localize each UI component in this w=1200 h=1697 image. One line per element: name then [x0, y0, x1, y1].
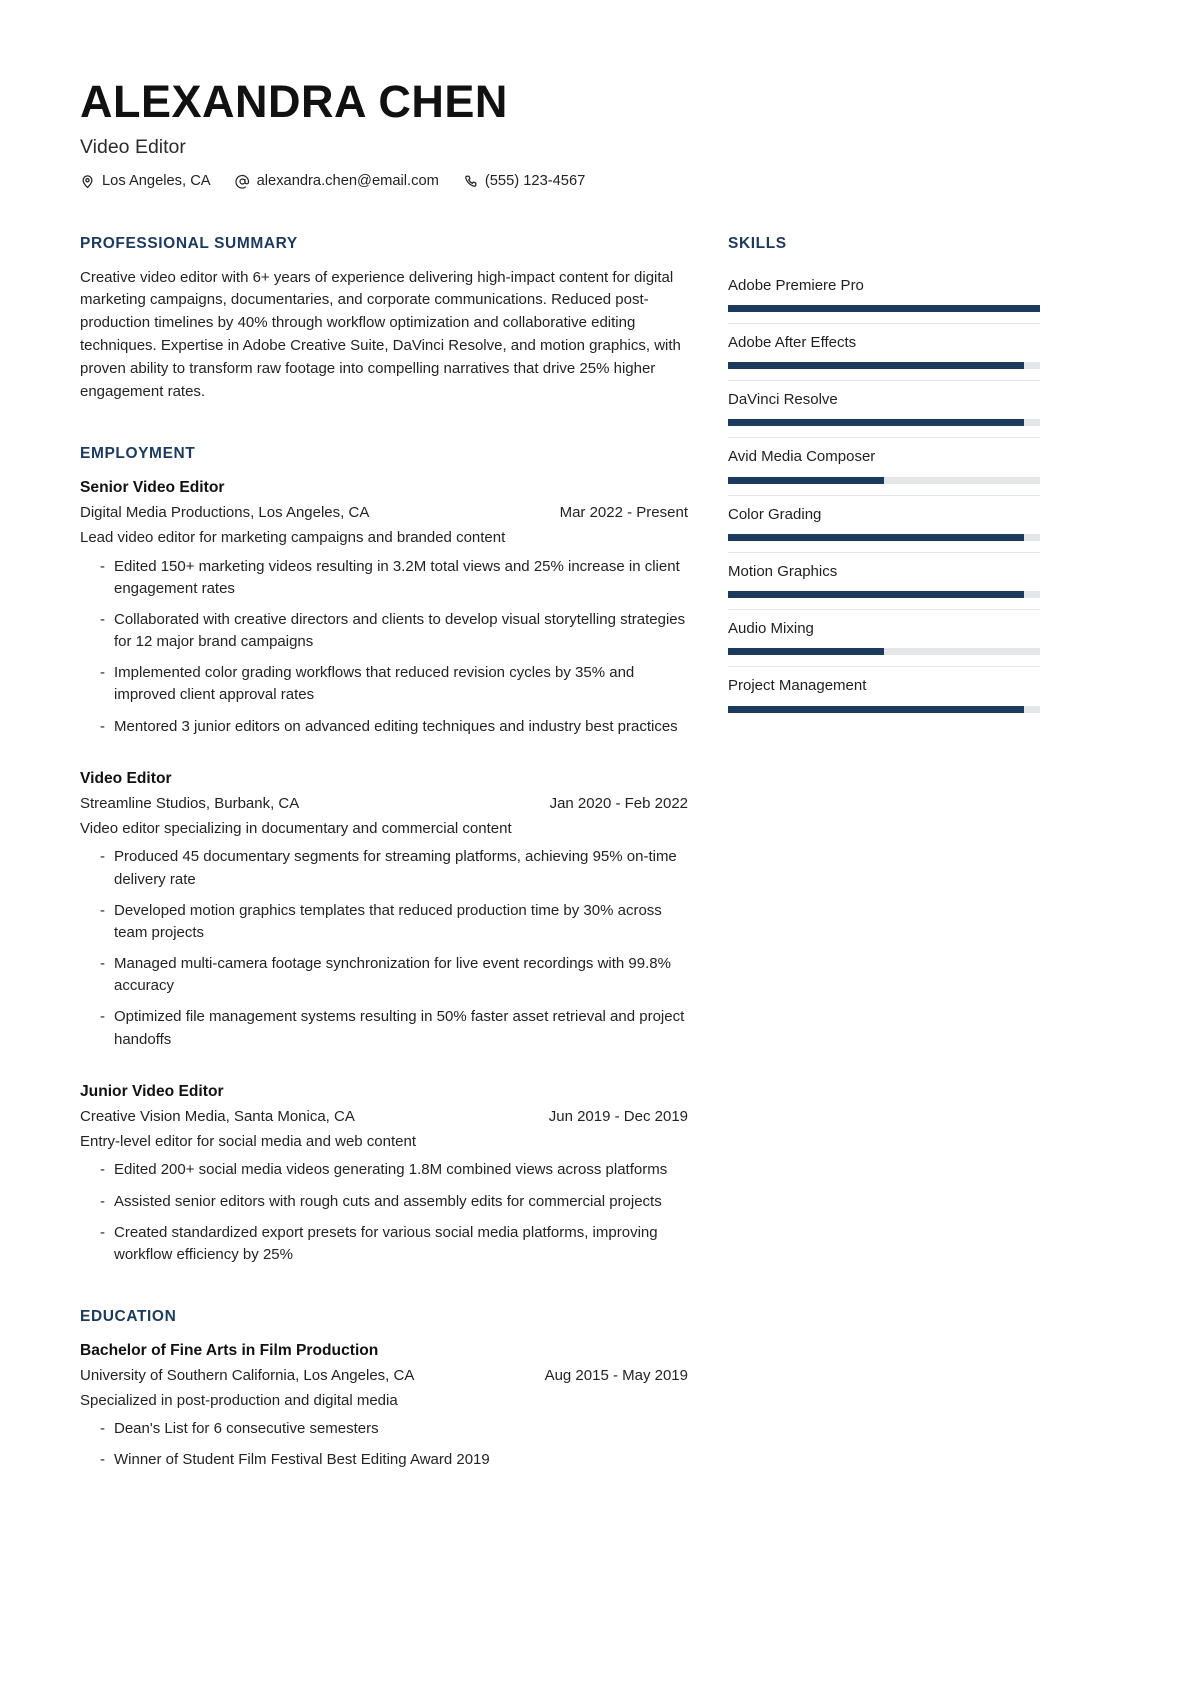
skill-level-track: [728, 362, 1040, 369]
skill-name: DaVinci Resolve: [728, 391, 838, 409]
sidebar-column: [728, 235, 1040, 755]
resume-header: [80, 78, 1120, 189]
education-meta: [80, 1365, 688, 1387]
skill-item: [728, 437, 1040, 483]
skill-name: Project Management: [728, 677, 867, 695]
skill-item: [728, 323, 1040, 369]
employment-org: Creative Vision Media, Santa Monica, CA: [80, 1107, 355, 1125]
main-column: [80, 235, 688, 1472]
education-bullets: [80, 1418, 688, 1471]
skill-level-fill: [728, 419, 1024, 426]
skill-level-fill: [728, 362, 1024, 369]
bullet-item: - Collaborated with creative directors and clients to develop visual storytelling strategies for 12 major brand campaigns: [80, 609, 688, 653]
skill-level-fill: [728, 648, 884, 655]
contact-phone: [463, 174, 585, 189]
employment-meta: [80, 502, 688, 524]
bullet-item: - Created standardized export presets for various social media platforms, improving workflow efficiency by 25%: [80, 1222, 688, 1266]
bullet-item: - Managed multi-camera footage synchronization for live event recordings with 99.8% accuracy: [80, 953, 688, 997]
skill-level-fill: [728, 706, 1024, 713]
bullet-item: - Mentored 3 junior editors on advanced editing techniques and industry best practices: [80, 716, 688, 738]
bullet-item: - Produced 45 documentary segments for streaming platforms, achieving 95% on-time delivery rate: [80, 846, 688, 890]
education-description: Specialized in post-production and digital media: [80, 1391, 398, 1409]
skill-name: Color Grading: [728, 505, 822, 523]
bullet-item: - Edited 200+ social media videos generating 1.8M combined views across platforms: [80, 1159, 688, 1181]
bullet-item: - Optimized file management systems resulting in 50% faster asset retrieval and project handoffs: [80, 1006, 688, 1050]
skill-level-fill: [728, 305, 1040, 312]
contact-location-text: Los Angeles, CA: [102, 173, 211, 190]
bullet-item: - Edited 150+ marketing videos resulting in 3.2M total views and 25% increase in client engagement rates: [80, 556, 688, 600]
employment-entry: [80, 768, 688, 1051]
skills-heading: SKILLS: [728, 234, 787, 252]
employment-dates: Jun 2019 - Dec 2019: [548, 1107, 688, 1125]
skill-level-track: [728, 419, 1040, 426]
employment-description: Lead video editor for marketing campaigns and branded content: [80, 528, 506, 546]
employment-bullets: [80, 846, 688, 1051]
skill-level-track: [728, 305, 1040, 312]
education-entry: [80, 1340, 688, 1472]
education-degree: Bachelor of Fine Arts in Film Production: [80, 1341, 379, 1359]
employment-bullets: [80, 556, 688, 738]
employment-org: Streamline Studios, Burbank, CA: [80, 794, 300, 812]
skill-item: [728, 552, 1040, 598]
education-heading: EDUCATION: [80, 1308, 177, 1326]
skill-level-track: [728, 477, 1040, 484]
employment-role: Video Editor: [80, 769, 172, 787]
employment-org: Digital Media Productions, Los Angeles, CA: [80, 504, 370, 521]
bullet-item: - Winner of Student Film Festival Best Editing Award 2019: [80, 1449, 688, 1471]
bullet-item: - Assisted senior editors with rough cuts and assembly edits for commercial projects: [80, 1191, 688, 1213]
skill-item: [728, 380, 1040, 426]
skill-level-track: [728, 706, 1040, 713]
skill-item: [728, 609, 1040, 655]
skill-level-track: [728, 591, 1040, 598]
skill-name: Motion Graphics: [728, 562, 838, 580]
section-skills: [728, 235, 1040, 713]
employment-bullets: [80, 1159, 688, 1266]
employment-entry: [80, 477, 688, 738]
section-professional-summary: [80, 235, 688, 403]
skill-name: Adobe After Effects: [728, 333, 857, 351]
skill-item: [728, 267, 1040, 312]
employment-heading: EMPLOYMENT: [80, 445, 196, 463]
employment-role: Senior Video Editor: [80, 478, 225, 496]
skill-level-track: [728, 648, 1040, 655]
phone-icon: [463, 174, 478, 189]
bullet-item: - Dean's List for 6 consecutive semesters: [80, 1418, 688, 1440]
contact-row: [80, 174, 1120, 189]
employment-meta: [80, 793, 688, 815]
section-employment: [80, 445, 688, 1266]
section-education: [80, 1308, 688, 1472]
employment-dates: Mar 2022 - Present: [559, 504, 688, 521]
candidate-job-title: Video Editor: [80, 135, 186, 158]
education-dates: Aug 2015 - May 2019: [544, 1366, 688, 1384]
skill-item: [728, 495, 1040, 541]
skill-name: Adobe Premiere Pro: [728, 276, 864, 294]
at-sign-icon: [235, 174, 250, 189]
contact-phone-text: (555) 123-4567: [484, 173, 586, 190]
bullet-item: - Implemented color grading workflows that reduced revision cycles by 35% and improved client approval rates: [80, 662, 688, 706]
candidate-name: ALEXANDRA CHEN: [80, 76, 508, 127]
contact-location: [80, 174, 211, 189]
skill-item: [728, 666, 1040, 712]
resume-body: [80, 235, 1120, 1472]
employment-role: Junior Video Editor: [80, 1082, 224, 1100]
education-school: University of Southern California, Los Angeles, CA: [80, 1366, 415, 1384]
contact-email-text: alexandra.chen@email.com: [256, 173, 439, 190]
skill-level-fill: [728, 534, 1024, 541]
summary-heading: PROFESSIONAL SUMMARY: [80, 234, 298, 252]
summary-text: Creative video editor with 6+ years of experience delivering high-impact content for digital marketing campaigns, documentaries, and corporate communications. Reduced post-production timelines by 40% through workflow optimization and collaborative editing techniques. Expertise in Adobe Creative Suite, DaVinci Resolve, and motion graphics, with proven ability to transform raw footage into compelling narratives that drive 25% higher engagement rates.: [80, 268, 681, 400]
skill-name: Avid Media Composer: [728, 448, 876, 466]
employment-meta: [80, 1106, 688, 1128]
employment-description: Entry-level editor for social media and web content: [80, 1132, 417, 1150]
skill-level-fill: [728, 591, 1024, 598]
employment-dates: Jan 2020 - Feb 2022: [549, 794, 688, 812]
bullet-item: - Developed motion graphics templates that reduced production time by 30% across team projects: [80, 900, 688, 944]
employment-description: Video editor specializing in documentary and commercial content: [80, 819, 512, 837]
skill-level-fill: [728, 477, 884, 484]
skill-name: Audio Mixing: [728, 620, 814, 638]
employment-entry: [80, 1081, 688, 1266]
location-pin-icon: [80, 174, 95, 189]
skills-list: [728, 267, 1040, 713]
skill-level-track: [728, 534, 1040, 541]
contact-email: [235, 174, 439, 189]
